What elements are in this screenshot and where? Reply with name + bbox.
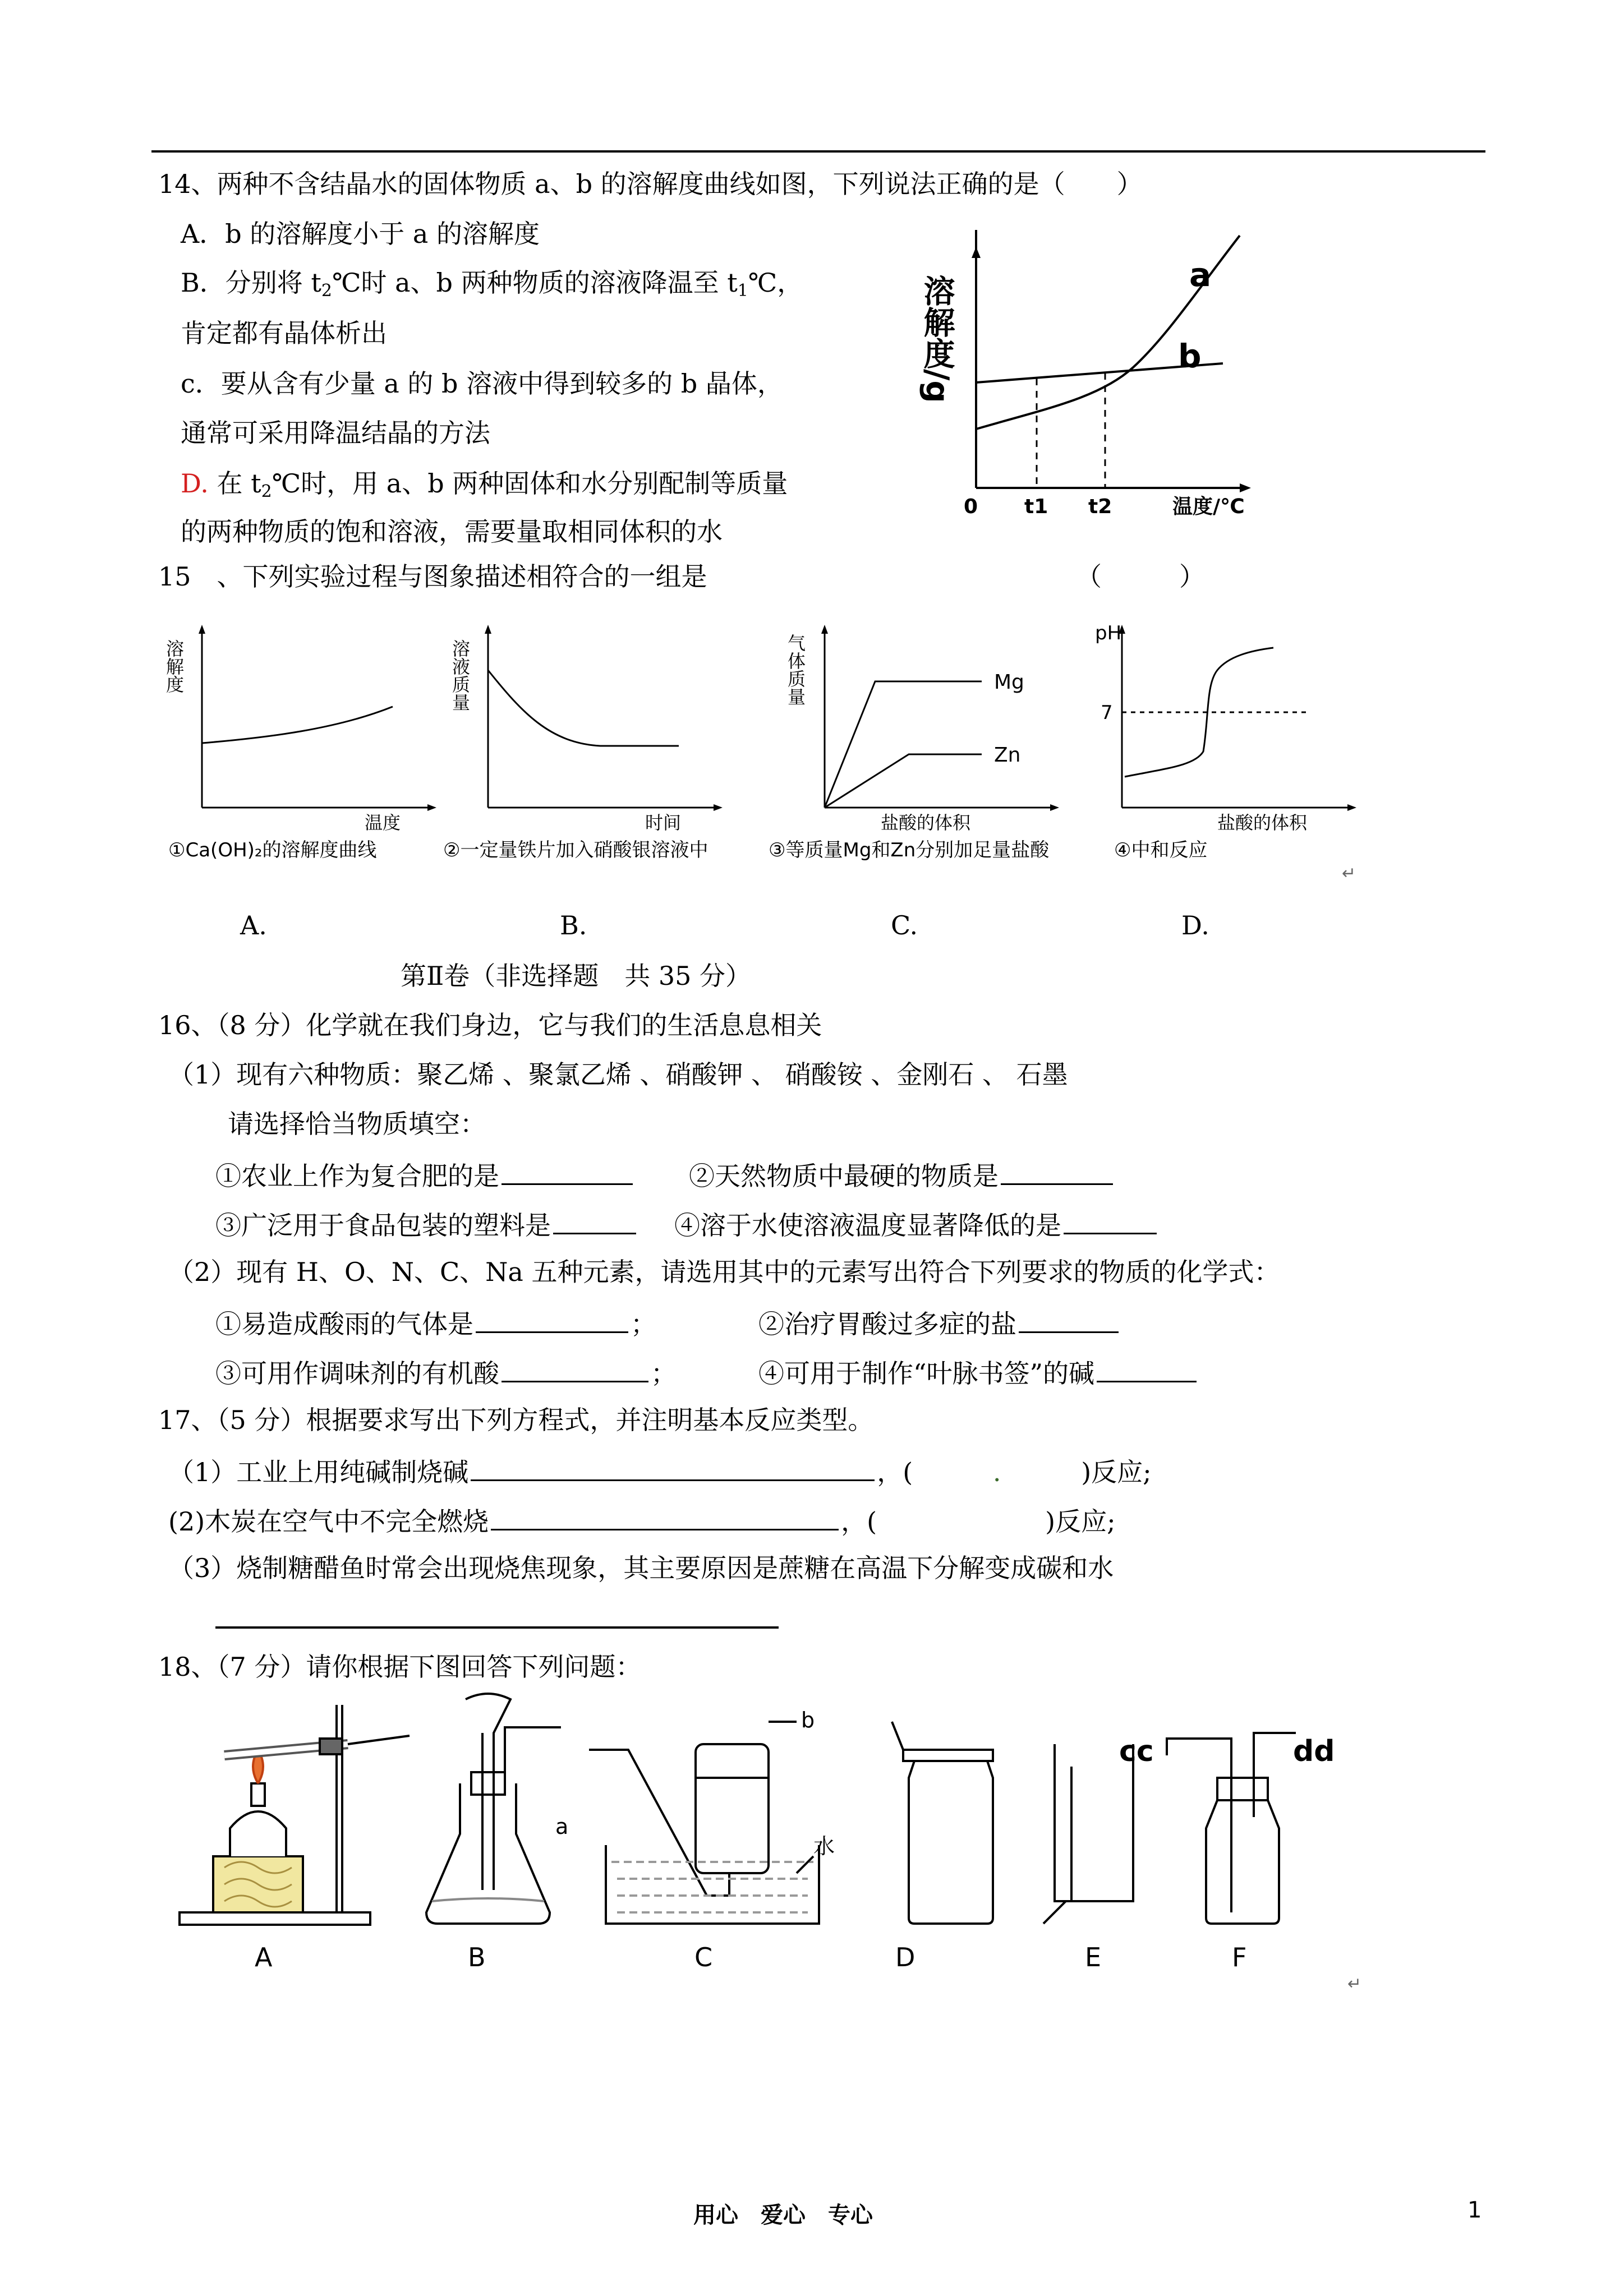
q15-option-b: B. — [560, 910, 587, 940]
q15-caption-2: ②一定量铁片加入硝酸银溶液中 — [443, 839, 709, 861]
q14-option-a: A．b 的溶解度小于 a 的溶解度 — [181, 219, 540, 249]
apparatus-c — [589, 1708, 835, 1924]
answer-blank[interactable] — [471, 1453, 875, 1481]
q14-option-b: B．分别将 $t_2℃$时 a、b 两种物质的溶液降温至 $t_1℃$， — [181, 268, 803, 301]
header-rule — [151, 150, 1485, 153]
answer-blank[interactable] — [502, 1156, 633, 1185]
q15-graph-2 — [449, 617, 735, 833]
q17-answer-line[interactable] — [215, 1626, 779, 1629]
q16-item-8: ④可用于制作“叶脉书签”的碱 — [758, 1354, 1199, 1390]
q14-stem: 14、两种不含结晶水的固体物质 a、b 的溶解度曲线如图，下列说法正确的是（ ） — [158, 169, 1143, 199]
section-2-title: 第Ⅱ卷（非选择题 共 35 分） — [401, 961, 752, 991]
graph1-ylabel: 溶解度 — [163, 639, 185, 693]
apparatus-label-c: C — [694, 1942, 713, 1972]
apparatus-b — [426, 1694, 568, 1924]
q16-part2: （2）现有 H、O、N、C、Na 五种元素，请选用其中的元素写出符合下列要求的物质的化学式： — [168, 1257, 1280, 1287]
page-number: 1 — [1467, 2197, 1482, 2223]
q16-item-5: ①易造成酸雨的气体是 ； — [215, 1304, 656, 1341]
apparatus-d — [892, 1722, 993, 1924]
label-water: 水 — [813, 1834, 835, 1859]
q16-item-3: ③广泛用于食品包装的塑料是 — [215, 1206, 638, 1242]
q15-option-d: D. — [1181, 910, 1209, 940]
footer-motto: 用心 爱心 专心 — [693, 2202, 873, 2228]
q16-item-4: ④溶于水使溶液温度显著降低的是 — [674, 1206, 1159, 1242]
graph2-ylabel: 溶液质量 — [449, 639, 471, 711]
answer-blank[interactable] — [502, 1354, 648, 1382]
label-c: cc — [1119, 1735, 1154, 1768]
label-a: a — [1189, 256, 1212, 294]
q17-stem: 17、（5 分）根据要求写出下列方程式，并注明基本反应类型。 — [158, 1405, 874, 1435]
q18-stem: 18、（7 分）请你根据下图回答下列问题： — [158, 1652, 642, 1682]
answer-blank[interactable] — [491, 1502, 839, 1530]
apparatus-label-f: F — [1232, 1942, 1247, 1972]
q14-option-d-line2: 的两种物质的饱和溶液，需要量取相同体积的水 — [181, 517, 723, 547]
apparatus-label-a: A — [255, 1942, 273, 1972]
q15-caption-4: ④中和反应 — [1114, 839, 1208, 861]
origin-label: 0 — [964, 495, 978, 518]
graph3-mg: Mg — [994, 671, 1024, 694]
q16-item-7: ③可用作调味剂的有机酸 ； — [215, 1354, 677, 1390]
q15-graph-4 — [1083, 617, 1374, 833]
graph3-zn: Zn — [994, 744, 1021, 767]
x-axis-label: 温度/℃ — [1172, 495, 1245, 518]
label-d: dd — [1293, 1735, 1335, 1768]
q16-item-1: ①农业上作为复合肥的是 — [215, 1156, 635, 1193]
t1-label: t1 — [1024, 495, 1048, 518]
label-b: b — [801, 1708, 815, 1732]
t2-label: t2 — [1088, 495, 1112, 518]
q15-caption-3: ③等质量Mg和Zn分别加足量盐酸 — [769, 839, 1050, 861]
apparatus-e — [1043, 1735, 1154, 1924]
return-mark: ↵ — [1347, 1974, 1362, 1994]
answer-blank[interactable] — [1097, 1354, 1197, 1382]
graph4-ylabel: pH — [1095, 622, 1122, 644]
q15-bracket: （ ） — [1076, 561, 1205, 592]
graph4-seven: 7 — [1101, 702, 1113, 724]
apparatus-f — [1167, 1733, 1335, 1924]
graph2-xlabel: 时间 — [645, 812, 682, 833]
q16-stem: 16、（8 分）化学就在我们身边，它与我们的生活息息相关 — [158, 1010, 822, 1040]
q14-option-c: c．要从含有少量 a 的 b 溶液中得到较多的 b 晶体， — [181, 368, 783, 399]
label-a: a — [555, 1814, 569, 1839]
q17-line-1: （1）工业上用纯碱制烧碱 ，( . )反应; — [168, 1453, 1152, 1489]
label-b: b — [1178, 337, 1202, 375]
q17-line-2: (2)木炭在空气中不完全燃烧 ，( )反应; — [168, 1502, 1116, 1538]
answer-blank[interactable] — [1019, 1304, 1119, 1333]
graph4-xlabel: 盐酸的体积 — [1217, 812, 1308, 833]
q16-item-2: ②天然物质中最硬的物质是 — [689, 1156, 1115, 1193]
apparatus-label-e: E — [1085, 1942, 1102, 1972]
q15-option-a: A. — [240, 910, 267, 940]
q14-option-b-line2: 肯定都有晶体析出 — [181, 318, 387, 348]
answer-blank[interactable] — [553, 1206, 636, 1234]
q16-part1: （1）现有六种物质：聚乙烯 、聚氯乙烯 、硝酸钾 、 硝酸铵 、金刚石 、 石墨 — [168, 1059, 1068, 1090]
q14-option-d: D. 在 $t_2℃$时，用 a、b 两种固体和水分别配制等质量 — [181, 468, 788, 501]
return-mark: ↵ — [1342, 864, 1356, 883]
q15-stem: 15 、下列实验过程与图象描述相符合的一组是 — [158, 561, 707, 592]
q18-apparatus — [168, 1688, 1402, 1991]
graph1-xlabel: 温度 — [365, 812, 401, 833]
q14-option-c-line2: 通常可采用降温结晶的方法 — [181, 418, 490, 448]
graph3-ylabel: 气体质量 — [785, 634, 806, 706]
answer-blank[interactable] — [1001, 1156, 1113, 1185]
answer-blank[interactable] — [476, 1304, 628, 1333]
graph3-xlabel: 盐酸的体积 — [881, 812, 971, 833]
y-axis-label: 溶解度/g — [918, 275, 955, 403]
answer-blank[interactable] — [1064, 1206, 1157, 1234]
q15-graph-3 — [785, 617, 1077, 833]
q15-caption-1: ①Ca(OH)₂的溶解度曲线 — [168, 839, 377, 861]
q16-item-6: ②治疗胃酸过多症的盐 — [758, 1304, 1121, 1341]
q17-line-3: （3）烧制糖醋鱼时常会出现烧焦现象，其主要原因是蔗糖在高温下分解变成碳和水 — [168, 1553, 1114, 1583]
apparatus-label-d: D — [895, 1942, 915, 1972]
q16-part1-instruction: 请选择恰当物质填空： — [228, 1109, 486, 1139]
apparatus-label-b: B — [468, 1942, 486, 1972]
apparatus-a — [180, 1705, 410, 1925]
q14-solubility-graph — [898, 230, 1268, 522]
q15-graph-1 — [163, 617, 449, 833]
q15-option-c: C. — [891, 910, 918, 940]
